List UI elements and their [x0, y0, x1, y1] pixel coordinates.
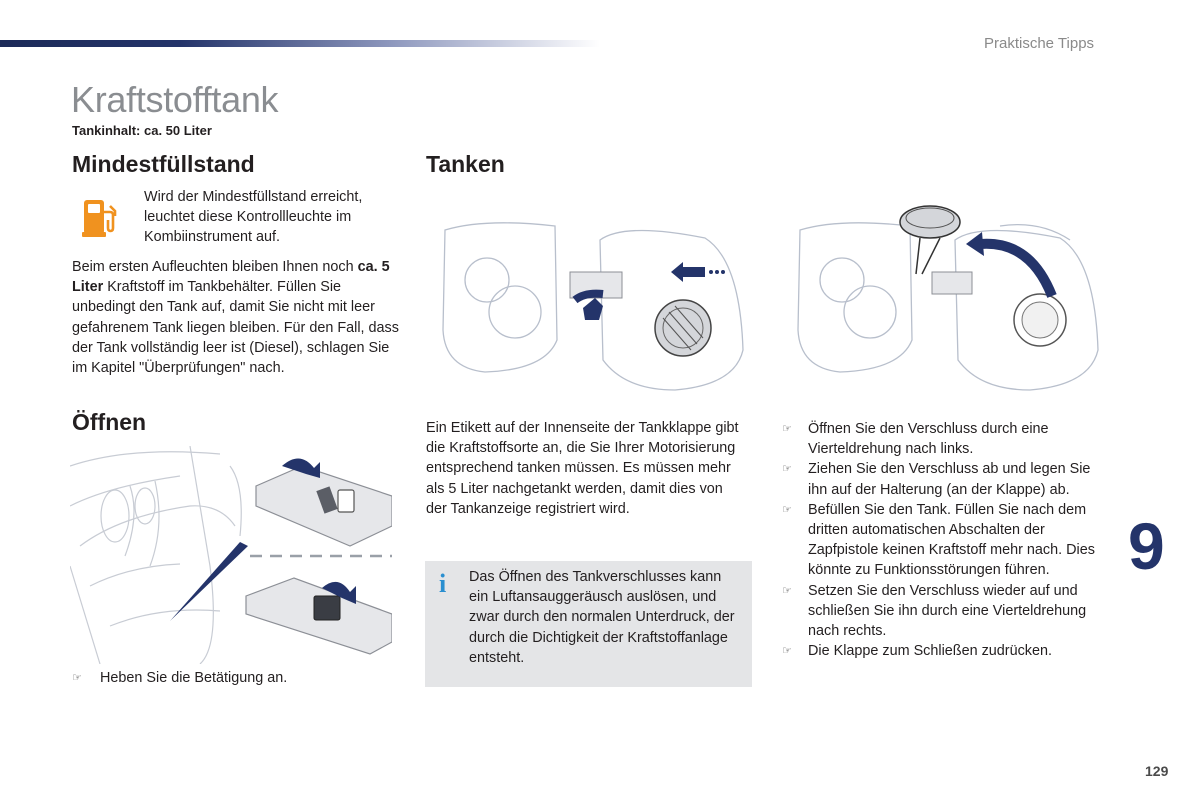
refuel-step — [782, 500, 1112, 581]
section-label: Praktische Tipps — [984, 35, 1095, 52]
refuel-step-text: Befüllen Sie den Tank. Füllen Sie nach dem dritten automatischen Abschalten der Zapfpistole keinen Kraftstoff mehr nach. Dies könnte zu Funktionsstörungen führen. — [808, 501, 1095, 579]
heading-oeffnen: Öffnen — [72, 409, 147, 435]
heading-tanken: Tanken — [426, 151, 505, 177]
reserve-paragraph — [72, 257, 402, 378]
refuel-step — [782, 419, 1112, 459]
fuel-label-paragraph: Ein Etikett auf der Innenseite der Tankklappe gibt die Kraftstoffsorte an, die Sie Ihrer Motorisierung entsprechend tanken müssen. Es müssen mehr als 5 Liter nachgetankt werden, damit dies von der Tankanzeige registriert wird. — [426, 420, 739, 517]
chapter-number: 9 — [1128, 509, 1165, 583]
heading-mindestfuellstand: Mindestfüllstand — [72, 151, 255, 177]
info-text: Das Öffnen des Tankverschlusses kann ein Luftansauggeräusch auslösen, und zwar durch den normalen Unterdruck, der durch die Dichtigkeit der Kraftstoffanlage entsteht. — [469, 569, 735, 666]
hand-pointer-icon: ☞ — [72, 672, 82, 684]
fuel-flap-release-illustration — [70, 446, 392, 664]
page-title: Kraftstofftank — [71, 79, 279, 120]
info-icon: i — [439, 569, 447, 598]
hand-pointer-icon: ☞ — [782, 423, 792, 435]
hand-pointer-icon: ☞ — [782, 463, 792, 476]
hand-pointer-icon: ☞ — [782, 584, 792, 597]
reserve-amount: ca. 5 Liter — [72, 259, 390, 296]
refuel-step-text: Öffnen Sie den Verschluss durch eine Vierteldrehung nach links. — [808, 421, 1049, 458]
fuel-cap-holder-illustration — [790, 200, 1120, 400]
refuel-step — [782, 641, 1112, 661]
header-accent-bar — [0, 40, 600, 47]
hand-pointer-icon: ☞ — [782, 645, 792, 658]
refuel-step — [782, 459, 1112, 499]
fuel-cap-removal-illustration — [425, 200, 753, 400]
hand-pointer-icon: ☞ — [782, 503, 792, 516]
reserve-text-post: Kraftstoff im Tankbehälter. Füllen Sie unbedingt den Tank auf, damit Sie nicht mit leer gefahrenem Tank liegen bleiben. Für den Fall, dass der Tank vollständig leer ist (Diesel), schlagen Sie im Kapitel "Überprüfungen" nach. — [72, 279, 399, 377]
refuel-step — [782, 581, 1112, 642]
reserve-text-pre: Beim ersten Aufleuchten bleiben Ihnen noch — [72, 259, 354, 275]
page-number: 129 — [1145, 763, 1169, 779]
oeffnen-caption-row — [72, 668, 392, 688]
warning-light-text: Wird der Mindestfüllstand erreicht, leuchtet diese Kontrollleuchte im Kombiinstrument auf. — [144, 189, 363, 246]
refuel-steps-list — [782, 419, 1112, 661]
refuel-step-text: Setzen Sie den Verschluss wieder auf und schließen Sie ihn durch eine Vierteldrehung nach rechts. — [808, 582, 1087, 640]
tank-capacity: Tankinhalt: ca. 50 Liter — [72, 123, 212, 138]
info-box — [425, 561, 752, 687]
refuel-step-text: Ziehen Sie den Verschluss ab und legen Sie ihn auf der Halterung (an der Klappe) ab. — [808, 461, 1091, 498]
fuel-warning-icon — [82, 198, 118, 238]
refuel-step-text: Die Klappe zum Schließen zudrücken. — [808, 643, 1052, 660]
oeffnen-caption: Heben Sie die Betätigung an. — [100, 670, 288, 686]
